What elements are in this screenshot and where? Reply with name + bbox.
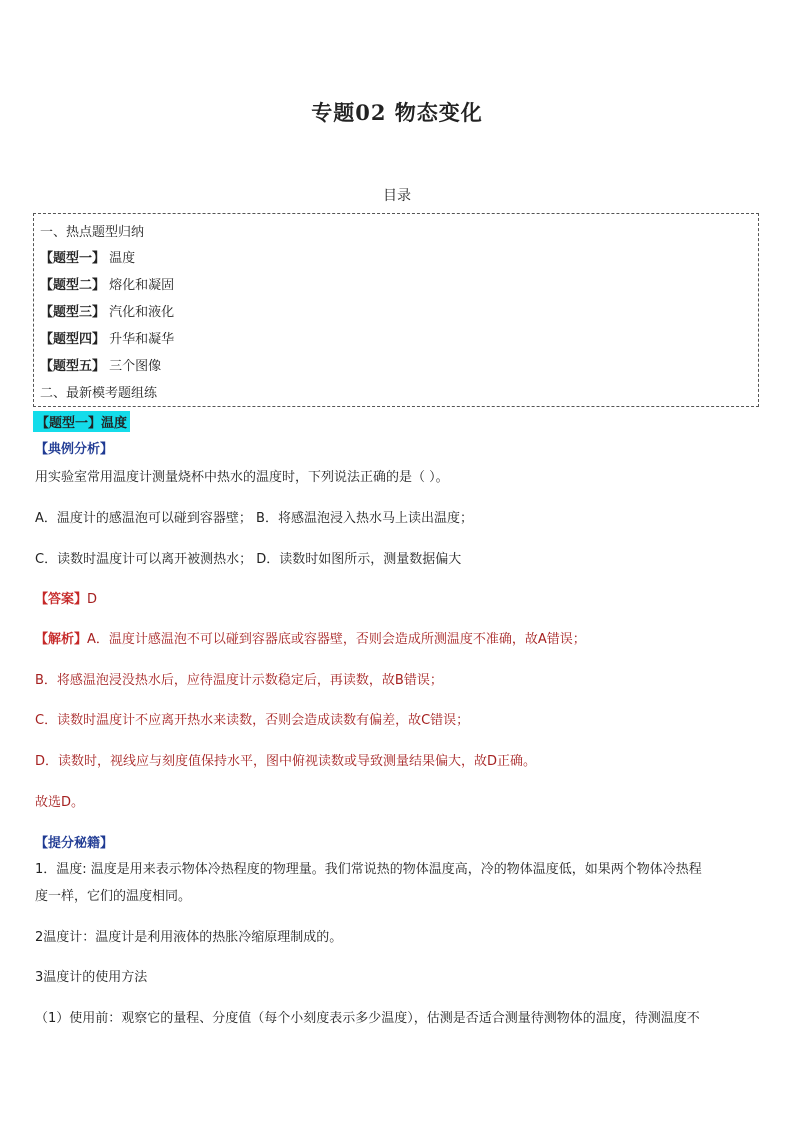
analysis-c: C．读数时温度计不应离开热水来读数，否则会造成读数有偏差，故C错误； — [35, 713, 470, 728]
toc-item[interactable] — [40, 382, 157, 401]
tip1-line1: 1．温度: 温度是用来表示物体冷热程度的物理量。我们常说热的物体温度高，冷的物体温度低，如果两个物体冷热程 — [35, 862, 702, 877]
answer-label: 【答案】 — [35, 592, 88, 607]
toc-item-tag: 【题型二】 — [40, 278, 106, 293]
question-text: 用实验室常用温度计测量烧杯中热水的温度时，下列说法正确的是（ ）。 — [35, 470, 449, 485]
tip3-1: （1）使用前：观察它的量程、分度值（每个小刻度表示多少温度），估测是否适合测量待测物体的温度，待测温度不 — [35, 1011, 700, 1026]
option-ab: A．温度计的感温泡可以碰到容器壁； B．将感温泡浸入热水马上读出温度； — [35, 511, 473, 526]
page-title: 专题02 物态变化 — [311, 100, 483, 125]
toc-item-text: 二、最新模考题组练 — [40, 386, 158, 401]
analysis-a: A．温度计感温泡不可以碰到容器底或容器壁，否则会造成所测温度不准确，故A错误； — [87, 632, 586, 647]
toc-item[interactable] — [40, 247, 135, 266]
toc-item-text: 升华和凝华 — [109, 332, 175, 347]
toc-heading: 目录 — [383, 188, 411, 204]
analysis-d: D．读数时，视线应与刻度值保持水平，图中俯视读数或导致测量结果偏大，故D正确。 — [35, 754, 537, 769]
tips-heading: 【提分秘籍】 — [35, 836, 114, 851]
tip1-line2: 度一样，它们的温度相同。 — [35, 889, 192, 904]
toc-item-text: 温度 — [109, 251, 136, 266]
example-heading: 【典例分析】 — [35, 442, 114, 457]
toc-item-text: 汽化和液化 — [109, 305, 175, 320]
toc-item-text: 一、热点题型归纳 — [40, 225, 145, 240]
toc-item-tag: 【题型三】 — [40, 305, 106, 320]
toc-item-tag: 【题型四】 — [40, 332, 106, 347]
option-cd: C．读数时温度计可以离开被测热水； D．读数时如图所示，测量数据偏大 — [35, 552, 462, 567]
toc-item-text: 三个图像 — [109, 359, 162, 374]
answer-value: D — [87, 592, 98, 607]
toc-item-tag: 【题型五】 — [40, 359, 106, 374]
toc-item[interactable] — [40, 274, 174, 293]
toc-item[interactable] — [40, 221, 144, 240]
toc-item-text: 熔化和凝固 — [109, 278, 175, 293]
tip2: 2温度计：温度计是利用液体的热胀冷缩原理制成的。 — [35, 930, 343, 945]
tip3: 3温度计的使用方法 — [35, 970, 148, 985]
analysis-b: B．将感温泡浸没热水后，应待温度计示数稳定后，再读数，故B错误； — [35, 673, 443, 688]
conclusion: 故选D。 — [35, 795, 85, 810]
toc-item-tag: 【题型一】 — [40, 251, 106, 266]
toc-item[interactable] — [40, 355, 161, 374]
toc-item[interactable] — [40, 301, 174, 320]
table-of-contents — [33, 213, 759, 407]
section-label: 【题型一】温度 — [33, 411, 130, 432]
analysis-line-a — [35, 628, 586, 647]
answer-line — [35, 588, 97, 607]
analysis-label: 【解析】 — [35, 632, 88, 647]
toc-item[interactable] — [40, 328, 174, 347]
